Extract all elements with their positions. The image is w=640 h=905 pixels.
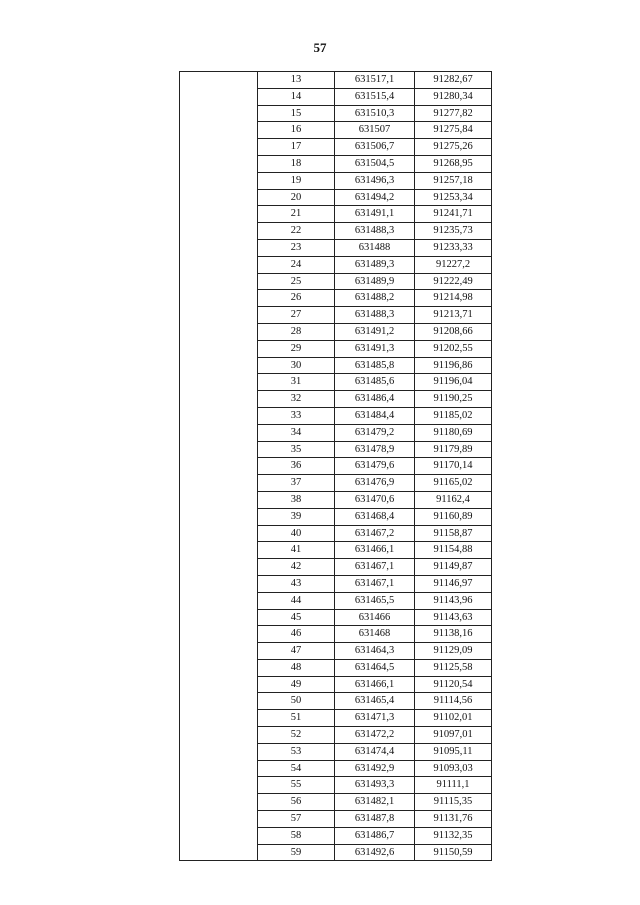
point-number-cell: 42 (258, 559, 335, 576)
point-number-cell: 26 (258, 290, 335, 307)
y-coordinate-cell: 91150,59 (415, 844, 492, 861)
y-coordinate-cell: 91202,55 (415, 340, 492, 357)
y-coordinate-cell: 91125,58 (415, 659, 492, 676)
x-coordinate-cell: 631486,4 (335, 391, 415, 408)
y-coordinate-cell: 91222,49 (415, 273, 492, 290)
x-coordinate-cell: 631467,1 (335, 575, 415, 592)
x-coordinate-cell: 631493,3 (335, 777, 415, 794)
x-coordinate-cell: 631488,3 (335, 223, 415, 240)
y-coordinate-cell: 91102,01 (415, 710, 492, 727)
point-number-cell: 49 (258, 676, 335, 693)
point-number-cell: 40 (258, 525, 335, 542)
point-number-cell: 25 (258, 273, 335, 290)
point-number-cell: 43 (258, 575, 335, 592)
y-coordinate-cell: 91149,87 (415, 559, 492, 576)
x-coordinate-cell: 631467,1 (335, 559, 415, 576)
point-number-cell: 16 (258, 122, 335, 139)
point-number-cell: 22 (258, 223, 335, 240)
y-coordinate-cell: 91179,89 (415, 441, 492, 458)
y-coordinate-cell: 91093,03 (415, 760, 492, 777)
y-coordinate-cell: 91277,82 (415, 105, 492, 122)
y-coordinate-cell: 91132,35 (415, 827, 492, 844)
point-number-cell: 48 (258, 659, 335, 676)
point-number-cell: 33 (258, 407, 335, 424)
point-number-cell: 53 (258, 743, 335, 760)
point-number-cell: 21 (258, 206, 335, 223)
y-coordinate-cell: 91143,63 (415, 609, 492, 626)
point-number-cell: 15 (258, 105, 335, 122)
point-number-cell: 56 (258, 794, 335, 811)
x-coordinate-cell: 631485,6 (335, 374, 415, 391)
x-coordinate-cell: 631491,2 (335, 323, 415, 340)
x-coordinate-cell: 631482,1 (335, 794, 415, 811)
point-number-cell: 45 (258, 609, 335, 626)
x-coordinate-cell: 631504,5 (335, 155, 415, 172)
point-number-cell: 30 (258, 357, 335, 374)
x-coordinate-cell: 631472,2 (335, 727, 415, 744)
x-coordinate-cell: 631517,1 (335, 72, 415, 89)
point-number-cell: 32 (258, 391, 335, 408)
point-number-cell: 50 (258, 693, 335, 710)
point-number-cell: 13 (258, 72, 335, 89)
x-coordinate-cell: 631491,3 (335, 340, 415, 357)
y-coordinate-cell: 91227,2 (415, 256, 492, 273)
point-number-cell: 23 (258, 239, 335, 256)
x-coordinate-cell: 631479,2 (335, 424, 415, 441)
x-coordinate-cell: 631465,4 (335, 693, 415, 710)
point-number-cell: 14 (258, 88, 335, 105)
point-number-cell: 36 (258, 458, 335, 475)
coordinates-table (179, 71, 492, 861)
point-number-cell: 27 (258, 307, 335, 324)
point-number-cell: 46 (258, 626, 335, 643)
point-number-cell: 51 (258, 710, 335, 727)
y-coordinate-cell: 91160,89 (415, 508, 492, 525)
y-coordinate-cell: 91214,98 (415, 290, 492, 307)
x-coordinate-cell: 631489,9 (335, 273, 415, 290)
y-coordinate-cell: 91114,56 (415, 693, 492, 710)
x-coordinate-cell: 631515,4 (335, 88, 415, 105)
x-coordinate-cell: 631489,3 (335, 256, 415, 273)
y-coordinate-cell: 91185,02 (415, 407, 492, 424)
y-coordinate-cell: 91158,87 (415, 525, 492, 542)
point-number-cell: 35 (258, 441, 335, 458)
y-coordinate-cell: 91235,73 (415, 223, 492, 240)
y-coordinate-cell: 91131,76 (415, 811, 492, 828)
point-number-cell: 59 (258, 844, 335, 861)
y-coordinate-cell: 91213,71 (415, 307, 492, 324)
table-row (180, 72, 492, 89)
x-coordinate-cell: 631474,4 (335, 743, 415, 760)
y-coordinate-cell: 91208,66 (415, 323, 492, 340)
y-coordinate-cell: 91138,16 (415, 626, 492, 643)
y-coordinate-cell: 91268,95 (415, 155, 492, 172)
y-coordinate-cell: 91120,54 (415, 676, 492, 693)
point-number-cell: 39 (258, 508, 335, 525)
point-number-cell: 38 (258, 491, 335, 508)
point-number-cell: 41 (258, 542, 335, 559)
x-coordinate-cell: 631506,7 (335, 139, 415, 156)
y-coordinate-cell: 91165,02 (415, 475, 492, 492)
x-coordinate-cell: 631470,6 (335, 491, 415, 508)
merged-blank-cell (180, 72, 258, 861)
x-coordinate-cell: 631466 (335, 609, 415, 626)
y-coordinate-cell: 91095,11 (415, 743, 492, 760)
x-coordinate-cell: 631492,6 (335, 844, 415, 861)
y-coordinate-cell: 91275,84 (415, 122, 492, 139)
x-coordinate-cell: 631471,3 (335, 710, 415, 727)
x-coordinate-cell: 631478,9 (335, 441, 415, 458)
x-coordinate-cell: 631464,5 (335, 659, 415, 676)
point-number-cell: 20 (258, 189, 335, 206)
x-coordinate-cell: 631491,1 (335, 206, 415, 223)
x-coordinate-cell: 631484,4 (335, 407, 415, 424)
y-coordinate-cell: 91115,35 (415, 794, 492, 811)
x-coordinate-cell: 631488,2 (335, 290, 415, 307)
y-coordinate-cell: 91233,33 (415, 239, 492, 256)
y-coordinate-cell: 91253,34 (415, 189, 492, 206)
point-number-cell: 37 (258, 475, 335, 492)
y-coordinate-cell: 91146,97 (415, 575, 492, 592)
x-coordinate-cell: 631510,3 (335, 105, 415, 122)
y-coordinate-cell: 91196,86 (415, 357, 492, 374)
y-coordinate-cell: 91180,69 (415, 424, 492, 441)
y-coordinate-cell: 91154,88 (415, 542, 492, 559)
x-coordinate-cell: 631479,6 (335, 458, 415, 475)
point-number-cell: 31 (258, 374, 335, 391)
x-coordinate-cell: 631476,9 (335, 475, 415, 492)
x-coordinate-cell: 631468 (335, 626, 415, 643)
y-coordinate-cell: 91190,25 (415, 391, 492, 408)
x-coordinate-cell: 631465,5 (335, 592, 415, 609)
point-number-cell: 19 (258, 172, 335, 189)
y-coordinate-cell: 91280,34 (415, 88, 492, 105)
y-coordinate-cell: 91275,26 (415, 139, 492, 156)
point-number-cell: 57 (258, 811, 335, 828)
x-coordinate-cell: 631464,3 (335, 643, 415, 660)
point-number-cell: 54 (258, 760, 335, 777)
x-coordinate-cell: 631486,7 (335, 827, 415, 844)
point-number-cell: 18 (258, 155, 335, 172)
x-coordinate-cell: 631488 (335, 239, 415, 256)
x-coordinate-cell: 631467,2 (335, 525, 415, 542)
y-coordinate-cell: 91196,04 (415, 374, 492, 391)
x-coordinate-cell: 631488,3 (335, 307, 415, 324)
y-coordinate-cell: 91097,01 (415, 727, 492, 744)
y-coordinate-cell: 91129,09 (415, 643, 492, 660)
page-number: 57 (313, 40, 327, 55)
y-coordinate-cell: 91257,18 (415, 172, 492, 189)
point-number-cell: 24 (258, 256, 335, 273)
x-coordinate-cell: 631485,8 (335, 357, 415, 374)
point-number-cell: 34 (258, 424, 335, 441)
point-number-cell: 44 (258, 592, 335, 609)
point-number-cell: 58 (258, 827, 335, 844)
point-number-cell: 29 (258, 340, 335, 357)
x-coordinate-cell: 631492,9 (335, 760, 415, 777)
x-coordinate-cell: 631487,8 (335, 811, 415, 828)
y-coordinate-cell: 91162,4 (415, 491, 492, 508)
point-number-cell: 28 (258, 323, 335, 340)
x-coordinate-cell: 631466,1 (335, 542, 415, 559)
coordinates-table-body (180, 72, 492, 861)
y-coordinate-cell: 91241,71 (415, 206, 492, 223)
x-coordinate-cell: 631466,1 (335, 676, 415, 693)
point-number-cell: 47 (258, 643, 335, 660)
y-coordinate-cell: 91143,96 (415, 592, 492, 609)
y-coordinate-cell: 91170,14 (415, 458, 492, 475)
x-coordinate-cell: 631468,4 (335, 508, 415, 525)
x-coordinate-cell: 631507 (335, 122, 415, 139)
y-coordinate-cell: 91111,1 (415, 777, 492, 794)
point-number-cell: 52 (258, 727, 335, 744)
point-number-cell: 55 (258, 777, 335, 794)
y-coordinate-cell: 91282,67 (415, 72, 492, 89)
point-number-cell: 17 (258, 139, 335, 156)
x-coordinate-cell: 631496,3 (335, 172, 415, 189)
x-coordinate-cell: 631494,2 (335, 189, 415, 206)
